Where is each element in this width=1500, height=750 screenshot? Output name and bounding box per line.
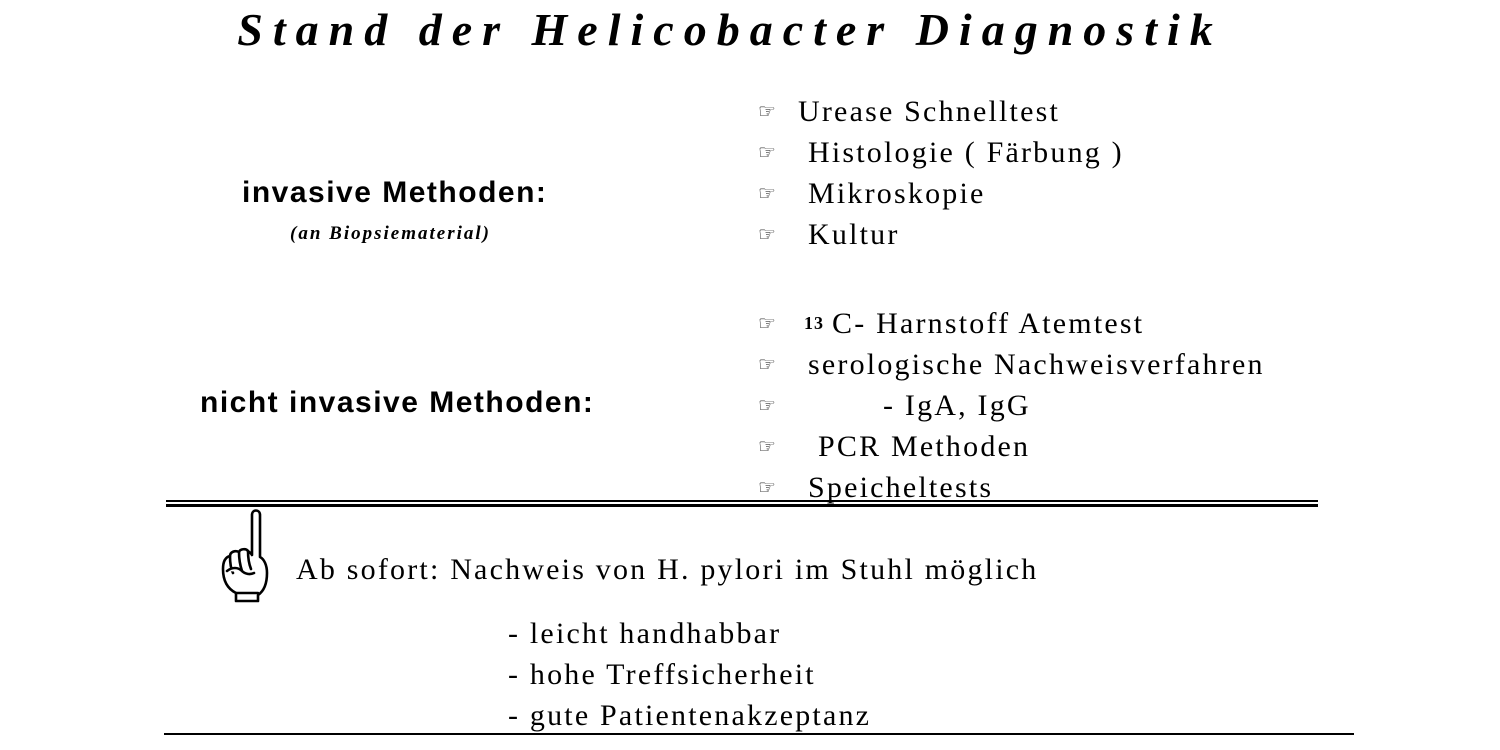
invasive-methods-note: (an Biopsiematerial) [290,223,491,244]
pointing-hand-icon: ☞ [758,353,779,376]
list-item: ☞ Histologie ( Färbung ) [758,136,1124,169]
benefits-list [508,613,871,736]
invasive-methods-list [758,91,1124,255]
invasive-methods-label: invasive Methoden: [242,176,548,209]
noninvasive-methods-list [758,303,1265,508]
list-item: - hohe Treffsicherheit [508,658,816,691]
list-item: - leicht handhabbar [508,617,782,650]
list-item: ☞ 13 C- Harnstoff Atemtest [758,303,1265,344]
pointing-hand-icon: ☞ [758,312,779,335]
pointing-hand-icon: ☞ [758,435,779,458]
raised-index-finger-icon [214,505,274,605]
list-item: ☞ Mikroskopie [758,177,986,210]
section-divider [166,500,1318,507]
noninvasive-methods-label: nicht invasive Methoden: [200,386,595,419]
list-item: ☞ Urease Schnelltest [758,95,1061,128]
bottom-divider [164,733,1354,735]
pointing-hand-icon: ☞ [758,476,779,499]
list-item: ☞ Speicheltests [758,471,994,504]
pointing-hand-icon: ☞ [758,141,779,164]
page-title: Stand der Helicobacter Diagnostik [237,4,1223,55]
pointing-hand-icon: ☞ [758,182,779,205]
isotope-superscript: 13 [804,313,824,333]
list-item: - gute Patientenakzeptanz [508,699,872,732]
stool-test-announcement: Ab sofort: Nachweis von H. pylori im Stuhl möglich [296,553,1039,586]
pointing-hand-icon: ☞ [758,100,779,123]
list-item: ☞ PCR Methoden [758,430,1031,463]
pointing-hand-icon: ☞ [758,223,779,246]
list-item: ☞ serologische Nachweisverfahren [758,348,1265,381]
pointing-hand-icon: ☞ [758,394,779,417]
list-item: ☞ - IgA, IgG [758,389,1031,422]
list-item: ☞ Kultur [758,218,900,251]
